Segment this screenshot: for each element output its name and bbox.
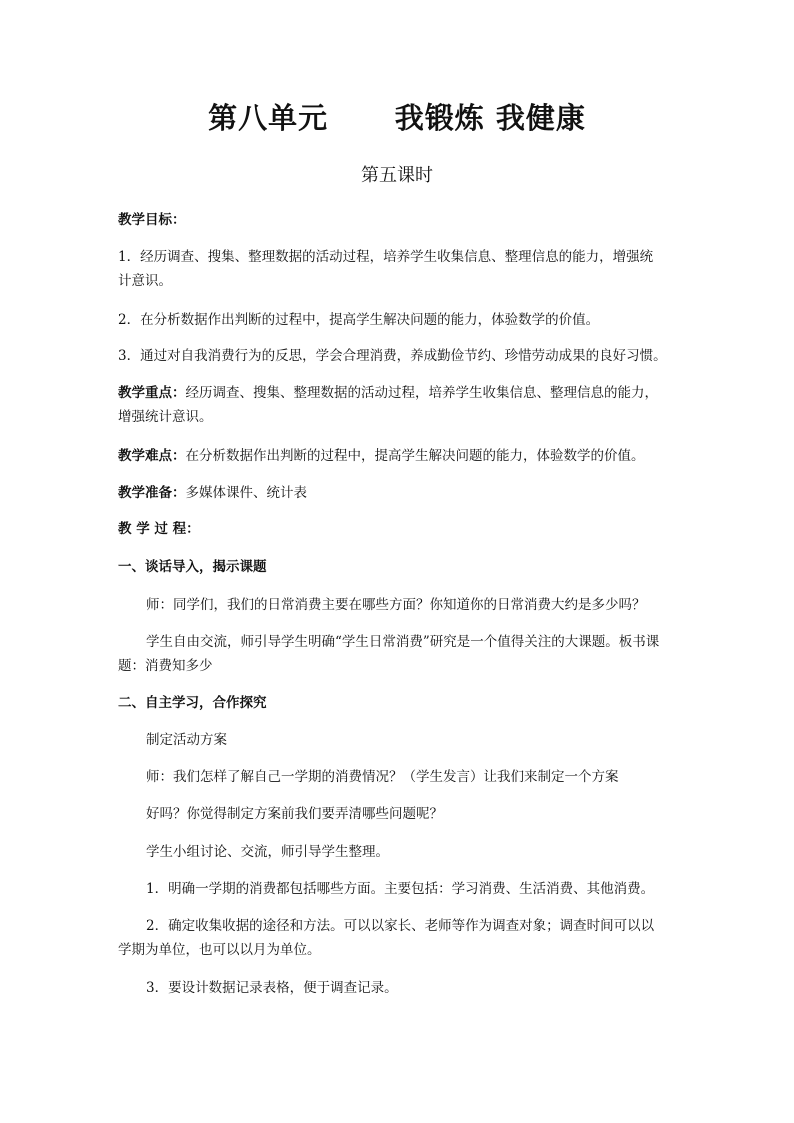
section-2-paragraph-1: 制定活动方案 [146,732,227,748]
preparation-label: 教学准备： [118,485,186,501]
difficulties-text: 在分析数据作出判断的过程中，提高学生解决问题的能力，体验数学的价值。 [185,448,645,464]
section-2-paragraph-4: 学生小组讨论、交流，师引导学生整理。 [146,844,389,860]
difficulties [118,445,688,467]
section-2-heading: 二、自主学习，合作探究 [118,695,267,711]
objective-1-line-1: 1．经历调查、搜集、整理数据的活动过程，培养学生收集信息、整理信息的能力，增强统 [118,249,654,265]
section-2-paragraph-3: 好吗？你觉得制定方案前我们要弄清哪些问题呢？ [146,806,443,822]
objective-1-line-2: 计意识。 [118,273,172,289]
section-2-paragraph-5: 1．明确一学期的消费都包括哪些方面。主要包括：学习消费、生活消费、其他消费。 [146,881,655,897]
section-2-paragraph-6-line-1: 2．确定收集收据的途径和方法。可以以家长、老师等作为调查对象；调查时间可以以 [146,918,655,934]
section-1-heading: 一、谈话导入，揭示课题 [118,559,267,575]
key-points-line-1 [118,382,688,404]
key-points-line-2: 增强统计意识。 [118,409,213,425]
section-1-paragraph-2-line-2: 题：消费知多少 [118,658,213,674]
objective-2: 2．在分析数据作出判断的过程中，提高学生解决问题的能力，体验数学的价值。 [118,312,600,328]
preparation [118,482,688,504]
section-2-paragraph-6-line-2: 学期为单位，也可以以月为单位。 [118,942,321,958]
section-2-paragraph-2: 师：我们怎样了解自己一学期的消费情况？（学生发言）让我们来制定一个方案 [146,769,619,785]
page-subtitle: 第五课时 [361,165,433,186]
objectives-heading: 教学目标： [118,212,186,228]
objective-3: 3．通过对自我消费行为的反思，学会合理消费，养成勤俭节约、珍惜劳动成果的良好习惯。 [118,348,667,364]
page-title: 第八单元 我锻炼 我健康 [208,101,586,135]
key-points-text: 经历调查、搜集、整理数据的活动过程，培养学生收集信息、整理信息的能力， [185,385,658,401]
preparation-text: 多媒体课件、统计表 [185,485,307,501]
section-2-paragraph-7: 3．要设计数据记录表格，便于调查记录。 [146,980,398,996]
key-points-label: 教学重点： [118,385,186,401]
difficulties-label: 教学难点： [118,448,186,464]
process-heading: 教 学 过 程： [118,521,200,537]
section-1-paragraph-1: 师：同学们，我们的日常消费主要在哪些方面？你知道你的日常消费大约是多少吗？ [146,597,646,613]
section-1-paragraph-2-line-1: 学生自由交流，师引导学生明确“学生日常消费”研究是一个值得关注的大课题。板书课 [146,634,660,650]
